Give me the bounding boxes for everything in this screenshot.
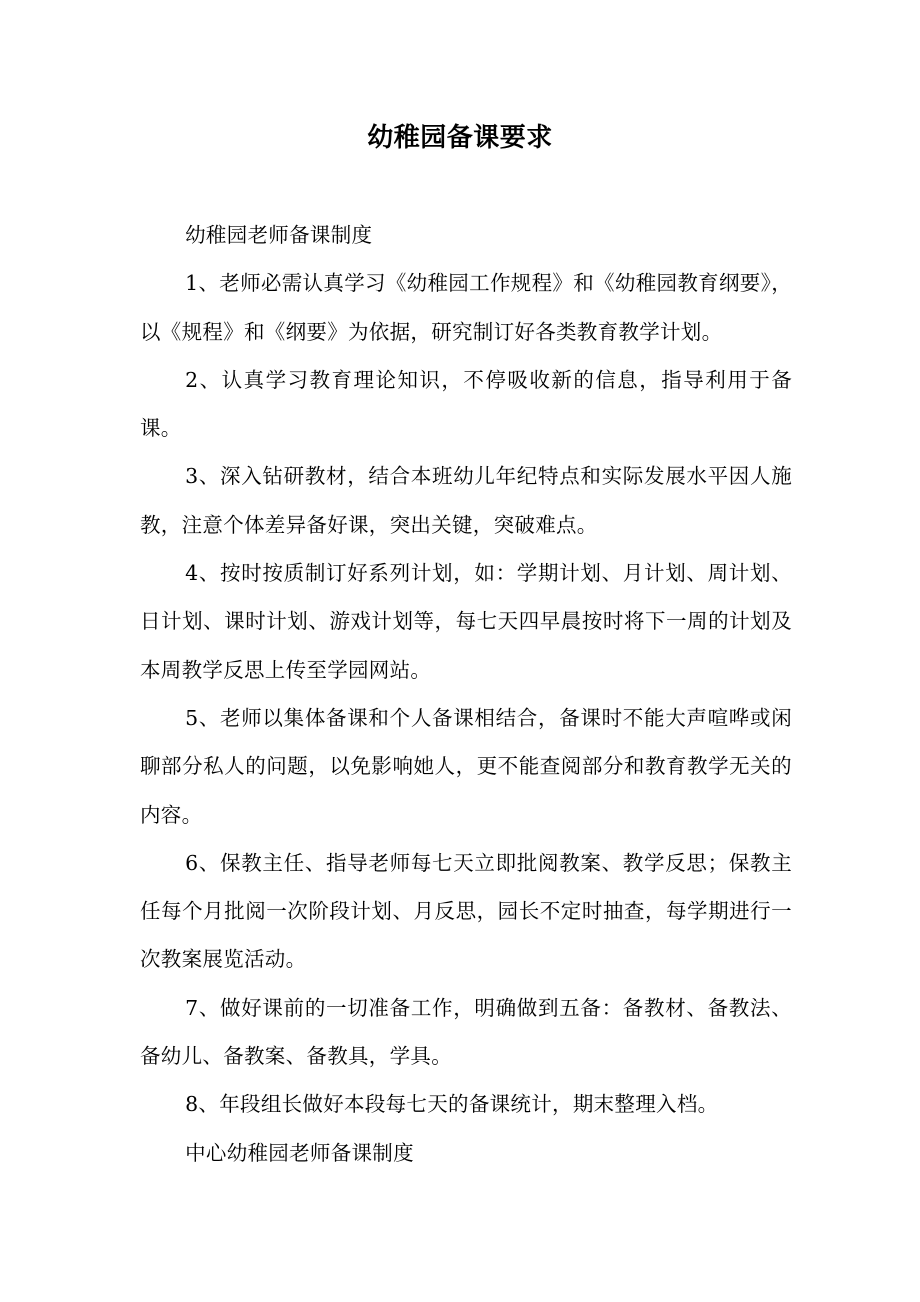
section-heading: 中心幼稚园老师备课制度 <box>185 1140 414 1165</box>
paragraph: 4、按时按质制订好系列计划，如：学期计划、月计划、周计划、日计划、课时计划、游戏计划等，每七天四早晨按时将下一周的计划及本周教学反思上传至学园网站。 <box>140 561 792 682</box>
section-heading: 幼稚园老师备课制度 <box>185 223 373 247</box>
paragraph: 7、做好课前的一切准备工作，明确做到五备：备教材、备教法、备幼儿、备教案、备教具，学具。 <box>140 995 792 1069</box>
paragraph: 6、保教主任、指导老师每七天立即批阅教案、教学反思；保教主任每个月批阅一次阶段计划、月反思，园长不定时抽查，每学期进行一次教案展览活动。 <box>140 850 792 972</box>
paragraph: 5、老师以集体备课和个人备课相结合，备课时不能大声喧哗或闲聊部分私人的问题，以免影响她人，更不能查阅部分和教育教学无关的内容。 <box>140 705 792 827</box>
paragraph: 8、年段组长做好本段每七天的备课统计，期末整理入档。 <box>185 1092 719 1117</box>
paragraph: 2、认真学习教育理论知识，不停吸收新的信息，指导利用于备课。 <box>140 367 792 441</box>
paragraph: 1、老师必需认真学习《幼稚园工作规程》和《幼稚园教育纲要》，以《规程》和《纲要》为依据，研究制订好各类教育教学计划。 <box>140 271 792 344</box>
paragraph: 3、深入钻研教材，结合本班幼儿年纪特点和实际发展水平因人施教，注意个体差异备好课，突出关键，突破难点。 <box>140 464 792 537</box>
document-title: 幼稚园备课要求 <box>367 123 553 153</box>
document-body <box>140 211 792 1177</box>
